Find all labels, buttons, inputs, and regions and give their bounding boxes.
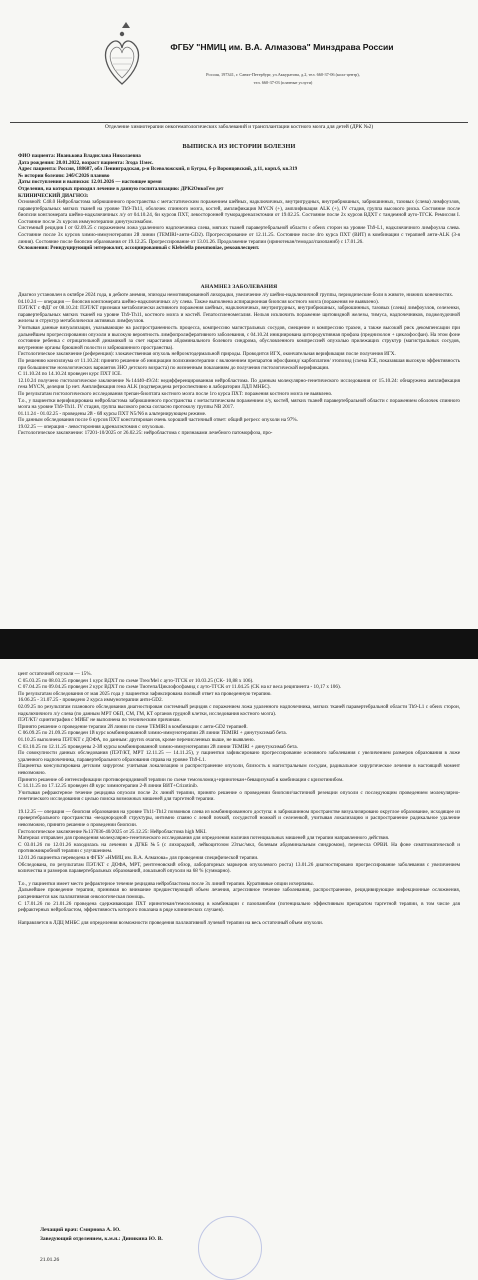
patient-info-line: Отделения, на которых проходил лечение в данную госпитализацию: ДРК2ОнкоГем дет — [18, 185, 224, 192]
patient-info-line: КЛИНИЧЕСКИЙ ДИАГНОЗ: — [18, 192, 89, 199]
patient-info-line: Адрес пациента: Россия, 188687, обл Ленинградская, р-н Всеволожский, п Бугры, б-р Воронцовский, д.11, корп.6, кв.319 — [18, 166, 298, 173]
diagnosis-main: Основной: С48.0 Нейробластома забрюшинного пространства с метастатическим поражением шейных, надключичных, внутригрудных, внутрибрюшных, забрюшинных, тазовых (слева) лимфоузлов, паравертебральных мягких тканей на уровне Th9-Th11, оболочек спинного мозга, костей, амплификация MYCN (+), амплификация ALK (+), IV стадия, группа высокого риска. Состояние после биопсии конгломерата шейно-надключичных л/у от 04.10.24, 6и курсов ПХТ, левосторонней туморадреналэктомии от 19.02.25. Состояние после 2х курсов ВДХТ с тандемной ауто-ТГСК. Ремиссия I. Состояние после 2х курсов иммунотерапии динутуксимабом. — [18, 199, 460, 225]
attending-doctor-signature: Лечащий врач: Смирнова А. Ю. — [40, 1227, 121, 1233]
anamnesis-paragraph: Материал отправлен для проведения молекулярно-генетического исследования для определения наличия потенциальных мишеней для терапии направленного действия. — [18, 835, 390, 842]
anamnesis-paragraph: Принято решение об интенсификации противорецидивной терапии по схеме темозоломид+иринотекан+бевацизумаб в комбинации с кризотинибом. — [18, 776, 344, 783]
document-page-1 — [0, 0, 478, 629]
anamnesis-paragraph: 02.09.25 по результатам планового обследования диагностирован системный рецидив с поражением ложа удаленного надпочечника, мягких тканей паравертебральной области Th9-L1 с обеих сторон, надключичного л/у слева (по данным МРТ ОБП, СМ, ГМ, КТ органов грудной клетки, исследования костного мозга). — [18, 703, 460, 717]
anamnesis-paragraph: 04.10.24 — операция — биопсия конгломерата шейно-надключичных л/у слева. Также выполнена аспирационная биопсия костного мозга (поражения не выявлено). — [18, 298, 379, 305]
anamnesis-title: АНАМНЕЗ ЗАБОЛЕВАНИЯ — [200, 284, 278, 290]
anamnesis-paragraph: Диагноз установлен в октябре 2024 года, в дебюте анемия, эпизоды немотивированной лихорадки, увеличение л/у шейно-надключичной группы, периодические боли в животе, нижних конечностях. — [18, 292, 454, 298]
anamnesis-paragraph: Учитывая данные визуализации, указывающие на распространенность процесса, компрессию магистральных сосудов, смещение и компрессию трахеи, а также высокий риск декомпенсации при дальнейшем прогрессировании опухоли и высокую вероятность лимфопролиферативного заболевания, с 04.10.24 инициирована циторедуктивная профаза (преднизолон + циклофосфан). На этом фоне состояние ребенка с отрицательной динамикой за счет нарастания абдоминального болевого синдрома, обусловленного компрессией опухолью прилежащих структур (магистральных сосудов, внутренние органы брюшной полости и забрюшинного пространства). — [18, 324, 460, 351]
anamnesis-paragraph: С 03.10.25 по 12.11.25 проведены 2-3й курсы комбинированной химио-иммунотерапии 2й линии TEMIRI + динутуксимаб бета. — [18, 743, 298, 750]
patient-info-line: Даты поступления и выписки: 12.01.2026 — настоящее время — [18, 179, 162, 186]
diagnosis-section — [18, 199, 460, 252]
page-gap — [0, 629, 478, 659]
signature-date: 21.01.26 — [40, 1257, 60, 1263]
anamnesis-paragraph: Гистологическое заключение №137036-40/2025 от 25.12.25: Нейробластома high MKI. — [18, 828, 207, 835]
anamnesis-paragraph: 12.01.26 пациентка переведена в ФГБУ «НМИЦ им. В.А. Алмазова» для проведения специфической терапии. — [18, 855, 259, 862]
official-stamp — [198, 1216, 262, 1280]
anamnesis-paragraph: С 06.09.25 по 21.09.25 проведен 1й курс комбинированной химио-иммунотерапии 2й линии TEMIRI + динутуксимаб бета. — [18, 730, 287, 737]
anamnesis-paragraph: 19.02.25 — операция - левосторонняя адреналэктомия с опухолью. — [18, 423, 165, 430]
letterhead — [0, 0, 478, 104]
anamnesis-paragraph: С 11.10.24 по 14.10.24 проведен курс ПХТ ICE. — [18, 371, 122, 378]
anamnesis-paragraph: Пациентка консультирована детским хирургом: учитывая локализацию и распространение опухоли, близость к магистральным сосудам, радикальное хирургическое лечение в настоящий момент невозможно. — [18, 763, 460, 776]
anamnesis-paragraph: Обследована, по результатам ПЭТ/КТ с ДОФА, МРТ, рентгеновский обзор, лабораторных маркеров опухолевого роста) 13.01.26 диагностировано прогрессирование заболевания с увеличением количества и размеров паравертебральных образований, локальной опухоли на 68 % (суммарно). — [18, 861, 460, 875]
anamnesis-paragraph: По результатам гистологического исследования трепан-биоптата костного мозга после 1го курса ПХТ: поражения костного мозга не выявлено. — [18, 390, 333, 397]
anamnesis-paragraph: Гистологическое заключение (референция): злокачественная опухоль нейроэктодермальной природы. Проводится ИГХ, окончательная верификация после получения ИГХ. — [18, 351, 396, 358]
anamnesis-text-part-1 — [18, 292, 460, 437]
anamnesis-paragraph: С 05.03.25 по 08.03.25 проведен 1 курс ВДХТ по схеме Treo/Mel с ауто-ТГСК от 10.03.25 (CK- 10,88 x 106). — [18, 677, 254, 684]
organization-name: ФГБУ "НМИЦ им. В.А. Алмазова" Минздрава России — [170, 42, 394, 52]
anamnesis-paragraph: 12.10.24 получено гистологическое заключение №14440-49/24: недифференцированная нейробластома. По данным молекулярно-генетического исследования от 15.10.24: обнаружена амплификация гена MYCN, делеция 1p нет. Амплификация гена ALK (подтверждена ретроспективно в лаборатории ЛДЛ МНБС). — [18, 377, 460, 391]
anamnesis-paragraph: По данным обследования после 6 курсов ПХТ констатирован очень хороший частичный ответ: общий регресс опухоли на 97%. — [18, 417, 298, 424]
almazov-logo-icon — [100, 18, 144, 94]
anamnesis-paragraph: По совокупности данных обследования (ПЭТ/КТ, МРТ 12.11.25 — 14.11.25), у пациентки зафиксировано прогрессирование основного заболевания с увеличением размеров образования в ложе удаленного надпочечника, паравертебрального образования справа на уровне Th9-L1. — [18, 750, 460, 763]
patient-info-line: № истории болезни: 24б/С2026 планово — [18, 172, 110, 179]
anamnesis-paragraph: цент остаточной опухоли — 15%. — [18, 671, 92, 677]
anamnesis-paragraph: По решению консилиума от 11.10.24: принято решение об инициации полихимиотерапии с включением препаратов ифосфамид/ карбоплатин/ этопозид (схема ICE, показавшая высокую эффективность при большинстве нозологических вариантов ЗНО детского возраста) по жизненным показаниям до получения гистологической верификации. — [18, 357, 460, 371]
organization-address — [148, 71, 418, 87]
diagnosis-relapse: Системный рецидив I от 02.09.25 с поражением ложа удаленного надпочечника слева, мягких тканей паравертебральной области с обеих сторон на уровне Th9-L1, надключичного лимфоузла слева. Состояние после 3х курсов химио-иммунотерапии 2й линии (TEMIRI+анти-GD2). Прогрессирование от 12.11.25. Состояние после 4го курса ПХТ (ВИТ) в комбинации с терапией анти-ALK (3-я линия). Состояние после биопсии образования от 19.12.25. Прогрессирование от 13.01.26. Продолжение терапии (иринотекан/темодал/пазопаниб) с 17.01.26. — [18, 225, 460, 245]
department-name: Отделение химиотерапии онкогематологических заболеваний и трансплантации костного мозга для детей (ДРК №2) — [10, 122, 468, 131]
anamnesis-paragraph: Т.о., у пациентки верифицирована нейробластома забрюшинного пространства с метастатическим поражением л/у, костей, мягких тканей паравертебральной области с поражением оболочек спинного мозга на уровне Th9-Th11. IV стадия, группа высокого риска согласно протоколу группы NB 2017. — [18, 397, 460, 411]
address-line: Россия, 197341, г. Санкт-Петербург, ул.Аккуратова, д.2, тел. 660-37-06 (колл-центр), — [206, 72, 360, 77]
anamnesis-paragraph: Направляется в ЛДЦ МНБС для определения возможности проведения паллиативной лучевой терапии на весь остаточный объем опухоли. — [18, 919, 324, 926]
anamnesis-paragraph: 16.06.25 - 31.07.25 - проведено 2 курса иммунотерапии анти-GD2. — [18, 697, 163, 704]
anamnesis-text-part-2 — [18, 671, 460, 926]
anamnesis-paragraph: Учитывая рефрактерное течение рецидива опухоли после 2х линий терапии, принято решение о проведении биопсии/частичной резекции опухоли с последующим проведением молекулярно-генетического исследования с целью поиска возможных мишеней для таргетной терапии. — [18, 789, 460, 803]
patient-info-line: ФИО пациента: Иванькова Владислава Николаевна — [18, 153, 141, 159]
head-of-department-signature: Заведующий отделением, к.м.н.: Диникина Ю. В. — [40, 1236, 163, 1242]
complications: Осложнения: Реиндуцирующий энтероколит, ассоциированный с Klebsiella pneumoniae, рекоавлесцент. — [18, 245, 260, 252]
anamnesis-paragraph: С 07.04.25 по 09.04.25 проведен 2 курс ВДХТ по схеме Тиотепа/Циклофосфамид с ауто-ТГСК от 11.04.25 (CK на кг веса реципиента - 10,17 x 106). — [18, 684, 341, 691]
anamnesis-paragraph: С 14.11.25 по 17.12.25 проведен 4й курс химиотерапии 2-й линии ВИТ+Crizotinib. — [18, 783, 199, 790]
patient-info-line: Дата рождения: 28.01.2022, возраст пациента: 3года 11мес. — [18, 159, 154, 166]
anamnesis-paragraph: С 03.01.26 по 12.01.26 находилась на лечении в ДГКБ №5 (с лихорадкой, лейкоцитозом 23тыс/мкл, болевым абдоминальным синдромом), перенесла ОРВИ. На фоне симптоматической и противомикробной терапии с улучшением. — [18, 841, 460, 855]
document-page-2 — [0, 659, 478, 1280]
anamnesis-paragraph: С 17.01.26 по 21.01.26 проведена сдерживающая ПХТ иринотекан/темозоломид в комбинации с пазопанибом (потенциально эффективным препаратом таргетной терапии, в том числе для рефрактерных нейробластом, эффективность которого показана в ряде клинических случаев). — [18, 900, 460, 914]
anamnesis-paragraph: 01.11.24 - 01.02.25 - проведены 2й - 6й курсы ПХТ N5/N6 в альтернирующем режиме. — [18, 410, 207, 417]
anamnesis-paragraph: ПЭТ/КТ/ сцинтиграфия с МИБГ не выполнена по техническим причинам. — [18, 717, 181, 724]
address-line: тел. 660-37-03 (платные услуги) — [253, 80, 313, 85]
anamnesis-paragraph: Т.о., у пациентки имеет место рефрактерное течение рецидива нейробластомы после 3х линий терапии. Куративные опции исчерпаны. — [18, 880, 314, 887]
patient-info — [18, 153, 460, 199]
document-title: ВЫПИСКА ИЗ ИСТОРИИ БОЛЕЗНИ — [182, 143, 296, 150]
anamnesis-paragraph: Дальнейшее проведение терапии, принимая во внимание предшествующий объем лечения, агрессивное течение заболевания, распространение, рецидивирующие инфекционные осложнения, расценивается как паллиативная онкологическая помощь. — [18, 887, 460, 900]
anamnesis-paragraph: ПЭТ/КТ с ФДГ от 08.10.24: ПЭТ/КТ признаки метаболически активного поражения шейных, надключичных, внутригрудных, внутрибрюшных, забрюшинных, тазовых (слева) лимфоузлов, селезенки, паравертебральных мягких тканей на уровне Th9-Th11, костного мозга и костей. Гепатоспленомегалия. Нельзя исключить поражение щитовидной железы, тимуса, надпочечников, поджелудочной железы и структур метаболически активных лимфоузлов. — [18, 305, 460, 325]
anamnesis-paragraph: По результатам обследования от мая 2025 года у пациентки зафиксирована полный ответ на проведенную терапию. — [18, 690, 272, 697]
anamnesis-paragraph: Гистологическое заключение: 17201-10/2025 от 26.02.25: нейробластома с признаками лечебного патоморфоза, про- — [18, 430, 273, 437]
anamnesis-paragraph: Принято решение о проведение терапии 2й линии по схеме TEMIRI в комбинации с анти-GD2 терапией. — [18, 723, 248, 730]
anamnesis-paragraph: 19.12.25 — операция — биопсия образования на уровне Th11-Th12 позвонков слева из комбинированного доступа: в забрюшинном пространстве визуализировано округлое образование, исходящее из превертебрального пространства -неоднородной структуры, интимно спаяно с левой почкой, сосудистой ножкой и селезенкой, учитывая локализацию и распространение радикальное удаление невозможно, принято решение о проведении биопсии. — [18, 808, 460, 829]
anamnesis-paragraph: 01.10.25 выполнена ПЭТ/КТ с ДОФА, по данным: других очагов, кроме перечисленных выше, не выявлено. — [18, 736, 255, 743]
